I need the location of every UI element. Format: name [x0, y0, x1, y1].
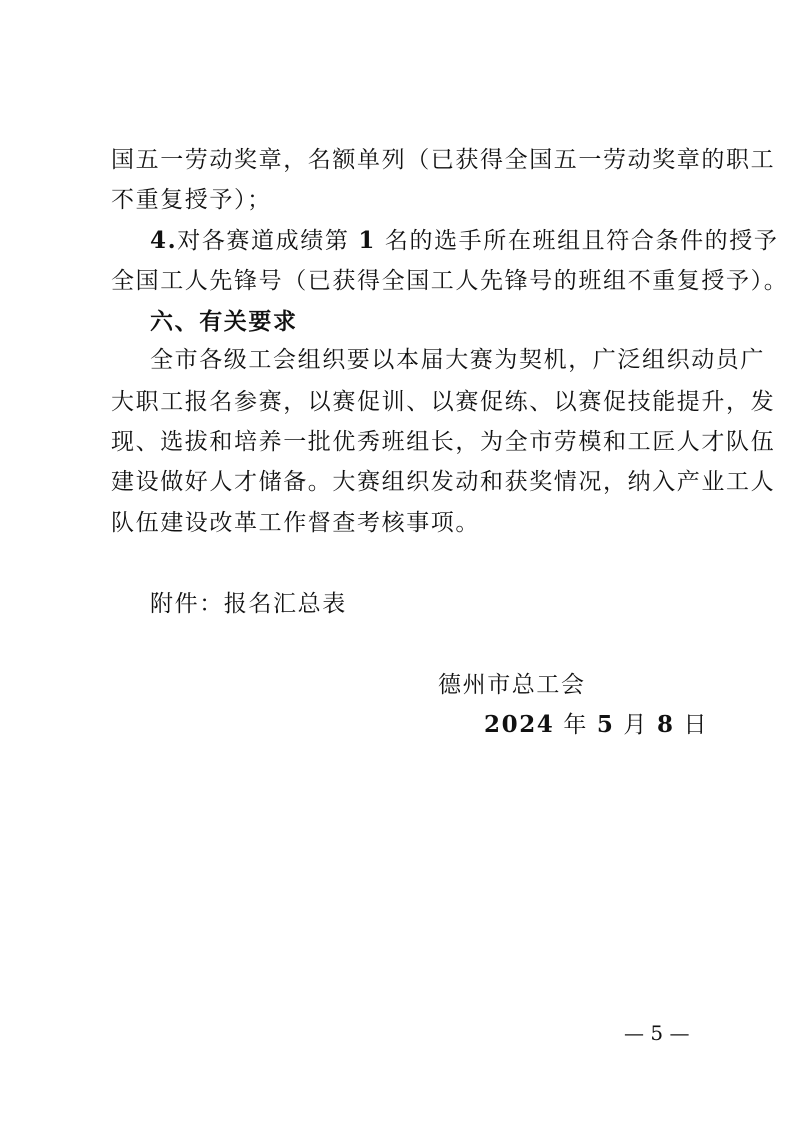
body-line: 全国工人先锋号（已获得全国工人先锋号的班组不重复授予）。 — [111, 268, 789, 294]
date-year: 2024 — [484, 711, 555, 738]
body-line: 不重复授予）； — [111, 187, 272, 213]
list-number: 4. — [150, 227, 178, 254]
date-unit: 年 — [563, 712, 588, 738]
body-text: 名的选手所在班组且符合条件的授予 — [384, 228, 779, 254]
list-item-4 — [150, 226, 779, 256]
page-number: — 5 — — [624, 1021, 690, 1045]
rank-number: 1 — [358, 227, 376, 254]
body-line: 国五一劳动奖章，名额单列（已获得全国五一劳动奖章的职工 — [111, 147, 776, 173]
date-month: 5 — [596, 711, 615, 738]
body-line: 建设做好人才储备。大赛组织发动和获奖情况，纳入产业工人 — [111, 469, 776, 495]
body-line: 大职工报名参赛，以赛促训、以赛促练、以赛促技能提升，发 — [111, 389, 776, 415]
attachment-note: 附件：报名汇总表 — [150, 591, 347, 617]
section-heading: 六、有关要求 — [150, 309, 298, 335]
signature-org: 德州市总工会 — [438, 672, 586, 698]
date-unit: 日 — [683, 712, 709, 738]
body-line: 全市各级工会组织要以本届大赛为契机，广泛组织动员广 — [150, 347, 765, 373]
body-text: 对各赛道成绩第 — [177, 228, 350, 254]
body-line: 现、选拔和培养一批优秀班组长，为全市劳模和工匠人才队伍 — [111, 429, 776, 455]
body-line: 队伍建设改革工作督查考核事项。 — [111, 510, 480, 536]
date-day: 8 — [656, 711, 675, 738]
date-unit: 月 — [623, 712, 649, 738]
signature-date — [484, 710, 708, 740]
